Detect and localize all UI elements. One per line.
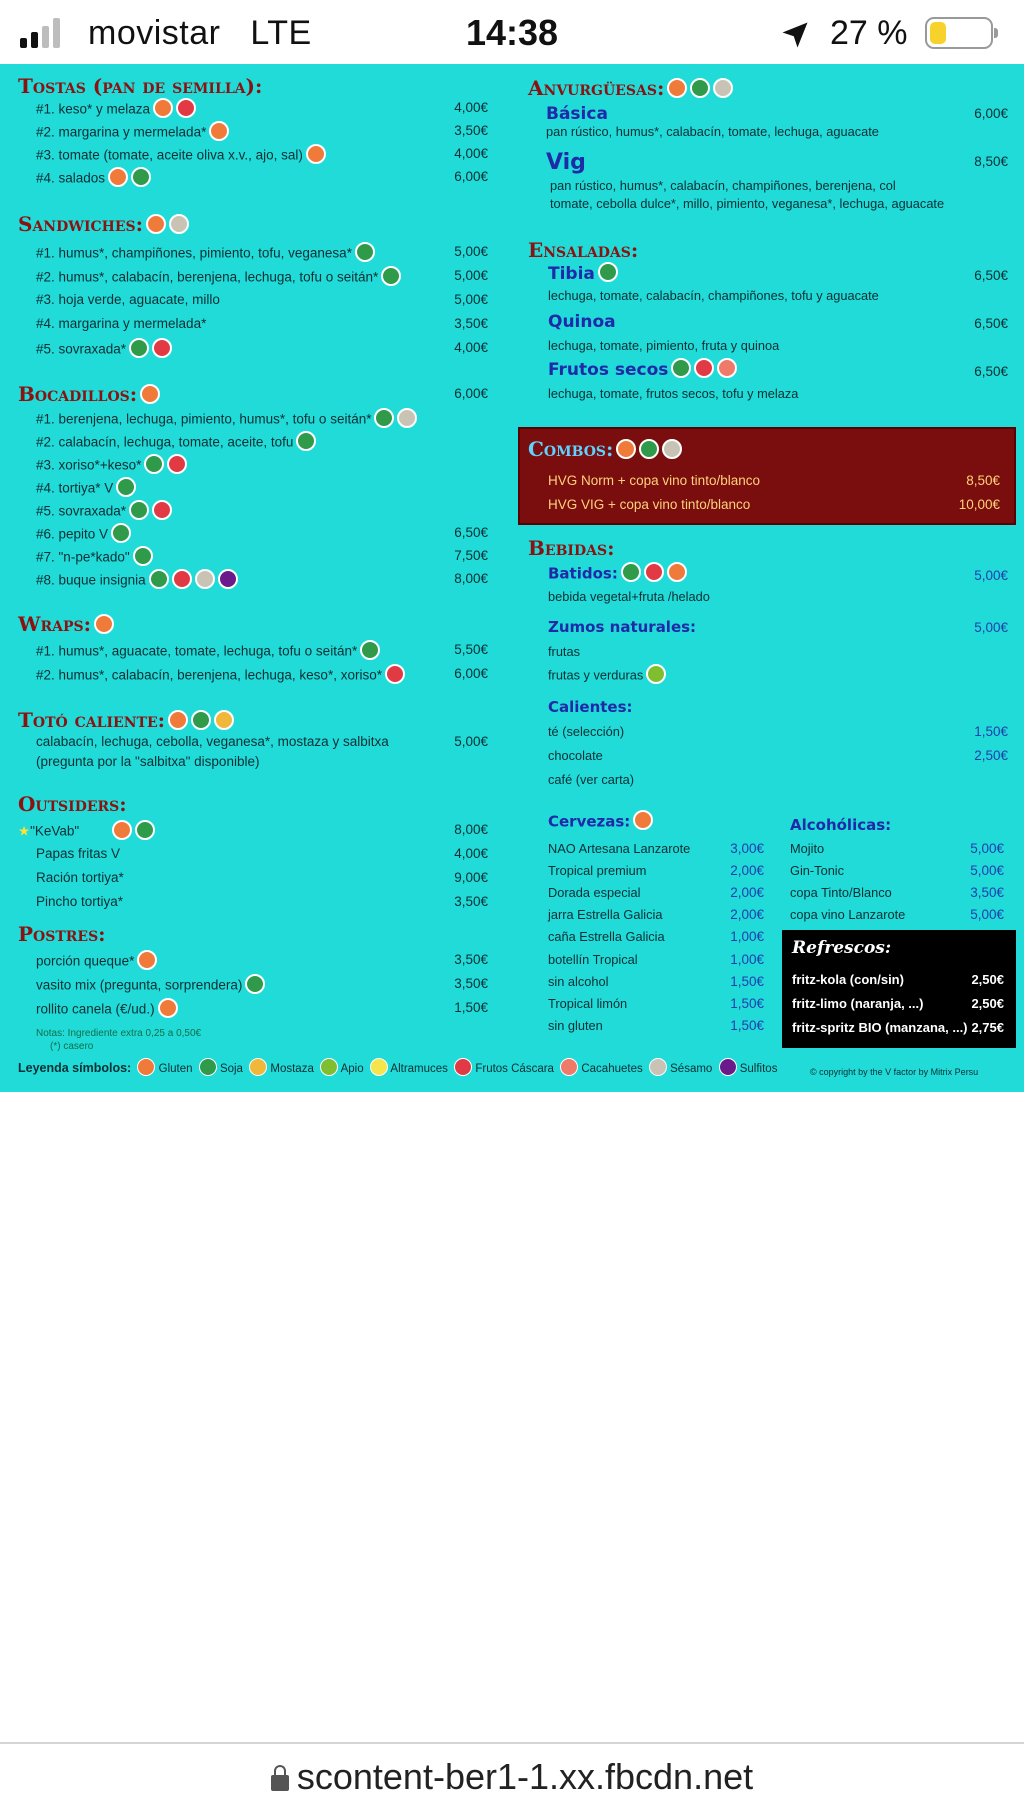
menu-item: #1. humus*, aguacate, tomate, lechuga, tofu o seitán*	[36, 642, 380, 662]
sulfites-icon	[719, 1058, 737, 1076]
menu-item-price: 1,00€	[730, 929, 764, 944]
soy-icon	[690, 78, 710, 98]
section-title-wraps: Wraps:	[18, 612, 114, 636]
menu-item-price: 3,50€	[454, 976, 488, 991]
menu-item: #4. margarina y mermelada*	[36, 316, 207, 331]
menu-item: #2. humus*, calabacín, berenjena, lechuga, tofu o seitán*	[36, 268, 401, 288]
gluten-icon	[158, 998, 178, 1018]
menu-item-price: 5,00€	[454, 734, 488, 749]
soy-icon	[355, 242, 375, 262]
sesame-icon	[397, 408, 417, 428]
soy-icon	[133, 546, 153, 566]
nuts-icon	[167, 454, 187, 474]
soy-icon	[639, 439, 659, 459]
menu-item-price: 4,00€	[454, 100, 488, 115]
menu-item: Papas fritas V	[36, 846, 121, 861]
menu-item: #2. calabacín, lechuga, tomate, aceite, tofu	[36, 433, 316, 453]
menu-item-desc: lechuga, tomate, frutos secos, tofu y melaza	[548, 386, 799, 401]
menu-item-title: Vig	[546, 150, 586, 175]
menu-item-price: 3,50€	[454, 952, 488, 967]
gluten-icon	[153, 98, 173, 118]
menu-item: #6. pepito V	[36, 525, 131, 545]
menu-item-price: 3,50€	[454, 894, 488, 909]
menu-item-title: Frutos secos	[548, 360, 737, 380]
section-title-sandwiches: Sandwiches:	[18, 212, 189, 236]
menu-item-price: 6,00€	[454, 169, 488, 184]
nuts-icon	[694, 358, 714, 378]
section-title-tostas: Tostas (pan de semilla):	[18, 74, 263, 98]
combo-item: HVG VIG + copa vino tinto/blanco	[548, 497, 751, 512]
gluten-icon	[168, 710, 188, 730]
menu-item: Tropical limón	[548, 996, 628, 1011]
menu-item: rollito canela (€/ud.)	[36, 1000, 178, 1020]
menu-item-price: 4,00€	[454, 846, 488, 861]
menu-item: #3. hoja verde, aguacate, millo	[36, 292, 220, 307]
menu-item: #5. sovraxada*	[36, 502, 172, 522]
menu-item: té (selección)	[548, 724, 625, 739]
section-title-combos: Combos:	[528, 437, 682, 461]
nuts-icon	[152, 338, 172, 358]
menu-item: NAO Artesana Lanzarote	[548, 841, 691, 856]
menu-item-price: 8,00€	[454, 822, 488, 837]
section-title-ensaladas: Ensaladas:	[528, 238, 639, 262]
gluten-icon	[140, 384, 160, 404]
menu-item-desc: pan rústico, humus*, calabacín, champiñones, berenjena, col	[550, 178, 896, 193]
menu-item-price: 2,75€	[971, 1020, 1004, 1035]
menu-item: fritz-limo (naranja, ...)	[792, 996, 924, 1011]
menu-item-title: Calientes:	[548, 698, 633, 716]
menu-item: copa vino Lanzarote	[790, 907, 906, 922]
menu-item-price: 1,00€	[730, 952, 764, 967]
notes-text: Notas: Ingrediente extra 0,25 a 0,50€	[36, 1028, 202, 1039]
menu-item-price: 3,50€	[970, 885, 1004, 900]
gluten-icon	[108, 167, 128, 187]
soy-icon	[129, 338, 149, 358]
celery-icon	[320, 1058, 338, 1076]
menu-item-price: 6,50€	[974, 316, 1008, 331]
menu-item-price: 5,50€	[454, 642, 488, 657]
gluten-icon	[616, 439, 636, 459]
sesame-icon	[649, 1058, 667, 1076]
menu-item-price: 6,00€	[454, 666, 488, 681]
menu-item-price: 5,00€	[454, 244, 488, 259]
combo-price: 8,50€	[966, 473, 1000, 488]
menu-item: #3. tomate (tomate, aceite oliva x.v., ajo, sal)	[36, 146, 326, 166]
menu-item: Ración tortiya*	[36, 870, 124, 885]
nuts-icon	[176, 98, 196, 118]
menu-item-desc: frutas y verduras	[548, 666, 666, 686]
menu-item-title: Tibia	[548, 264, 618, 284]
gluten-icon	[667, 562, 687, 582]
menu-item-price: 2,00€	[730, 863, 764, 878]
menu-item: #2. margarina y mermelada*	[36, 123, 229, 143]
menu-item: chocolate	[548, 748, 603, 763]
menu-item: #4. salados	[36, 169, 151, 189]
peanut-icon	[560, 1058, 578, 1076]
section-title-anvurguesas: Anvurgüesas:	[528, 76, 733, 100]
section-title-bocadillos: Bocadillos:	[18, 382, 160, 406]
menu-item-price: 5,00€	[970, 863, 1004, 878]
sesame-icon	[195, 569, 215, 589]
menu-item-price: 4,00€	[454, 340, 488, 355]
menu-item-price: 9,00€	[454, 870, 488, 885]
menu-item-title: Cervezas:	[548, 812, 653, 832]
sesame-icon	[662, 439, 682, 459]
soy-icon	[296, 431, 316, 451]
menu-item-price: 6,50€	[974, 364, 1008, 379]
menu-item: Pincho tortiya*	[36, 894, 124, 909]
soy-icon	[149, 569, 169, 589]
soy-icon	[374, 408, 394, 428]
menu-item-desc: bebida vegetal+fruta /helado	[548, 589, 710, 604]
soy-icon	[671, 358, 691, 378]
menu-item-title: Alcohólicas:	[790, 816, 892, 834]
menu-item-price: 3,50€	[454, 316, 488, 331]
soy-icon	[245, 974, 265, 994]
menu-item-price: 1,50€	[730, 974, 764, 989]
gluten-icon	[209, 121, 229, 141]
menu-item: Mojito	[790, 841, 825, 856]
gluten-icon	[137, 950, 157, 970]
menu-item-price: 2,50€	[971, 972, 1004, 987]
menu-item: #2. humus*, calabacín, berenjena, lechuga, keso*, xoriso*	[36, 666, 405, 686]
url-display[interactable]	[0, 1756, 1024, 1798]
menu-item-price: 2,00€	[730, 907, 764, 922]
lock-icon	[271, 1775, 289, 1791]
menu-item: jarra Estrella Galicia	[548, 907, 663, 922]
menu-item-price: 1,50€	[730, 1018, 764, 1033]
gluten-icon	[306, 144, 326, 164]
peanut-icon	[717, 358, 737, 378]
location-arrow-icon	[780, 20, 810, 50]
menu-item: sin gluten	[548, 1018, 603, 1033]
battery-percent: 27 %	[830, 14, 908, 52]
menu-item: Dorada especial	[548, 885, 641, 900]
menu-item-price: 5,00€	[454, 268, 488, 283]
menu-item: fritz-kola (con/sin)	[792, 972, 904, 987]
menu-item: porción queque*	[36, 952, 157, 972]
clock: 14:38	[465, 12, 559, 53]
menu-item-price: 5,00€	[970, 907, 1004, 922]
soy-icon	[191, 710, 211, 730]
menu-item: café (ver carta)	[548, 772, 635, 787]
soy-icon	[144, 454, 164, 474]
section-title-bebidas: Bebidas:	[528, 536, 615, 560]
menu-item-price: 1,50€	[730, 996, 764, 1011]
soy-icon	[111, 523, 131, 543]
mustard-icon	[249, 1058, 267, 1076]
menu-item-desc: calabacín, lechuga, cebolla, veganesa*, mostaza y salbitxa	[36, 734, 389, 749]
menu-item-title: Zumos naturales:	[548, 618, 697, 636]
menu-item-price: 4,00€	[454, 146, 488, 161]
menu-item-price: 5,00€	[970, 841, 1004, 856]
allergen-legend: Leyenda símbolos: Gluten Soja Mostaza Apio Altramuces Frutos Cáscara Cacahuetes Sésamo Sulfitos	[18, 1060, 777, 1078]
soy-icon	[381, 266, 401, 286]
menu-item-title: Batidos:	[548, 564, 687, 584]
celery-icon	[646, 664, 666, 684]
menu-item: vasito mix (pregunta, sorprendera)	[36, 976, 265, 996]
section-price: 6,00€	[454, 386, 488, 401]
menu-item: copa Tinto/Blanco	[790, 885, 892, 900]
combos-box	[518, 427, 1016, 525]
soy-icon	[129, 500, 149, 520]
menu-item-price: 6,00€	[974, 106, 1008, 121]
soy-icon	[598, 262, 618, 282]
menu-item-price: 2,00€	[730, 885, 764, 900]
notes-text: (*) casero	[50, 1041, 94, 1052]
menu-item-desc: lechuga, tomate, pimiento, fruta y quinoa	[548, 338, 780, 353]
section-title-outsiders: Outsiders:	[18, 792, 127, 816]
menu-item-desc: tomate, cebolla dulce*, millo, pimiento, veganesa*, lechuga, aguacate	[550, 196, 945, 211]
nuts-icon	[172, 569, 192, 589]
menu-item-desc: frutas	[548, 644, 581, 659]
menu-item-price: 3,50€	[454, 123, 488, 138]
soy-icon	[199, 1058, 217, 1076]
menu-item-price: 6,50€	[454, 525, 488, 540]
menu-item: #1. humus*, champiñones, pimiento, tofu, veganesa*	[36, 244, 375, 264]
menu-item-desc: (pregunta por la "salbitxa" disponible)	[36, 754, 260, 769]
gluten-icon	[112, 820, 132, 840]
menu-item-price: 8,00€	[454, 571, 488, 586]
menu-item: #5. sovraxada*	[36, 340, 172, 360]
menu-item-price: 2,50€	[971, 996, 1004, 1011]
gluten-icon	[667, 78, 687, 98]
star-icon: ★	[18, 823, 31, 839]
browser-address-bar[interactable]	[0, 1742, 1024, 1820]
battery-icon	[925, 17, 993, 49]
gluten-icon	[146, 214, 166, 234]
soy-icon	[621, 562, 641, 582]
sesame-icon	[169, 214, 189, 234]
section-title-postres: Postres:	[18, 922, 106, 946]
combo-item: HVG Norm + copa vino tinto/blanco	[548, 473, 760, 488]
menu-item: #7. "n-pe*kado"	[36, 548, 153, 568]
soy-icon	[116, 477, 136, 497]
menu-item-price: 3,00€	[730, 841, 764, 856]
menu-item-price: 8,50€	[974, 154, 1008, 169]
menu-item-price: 5,00€	[974, 568, 1008, 583]
menu-item-price: 5,00€	[974, 620, 1008, 635]
soy-icon	[131, 167, 151, 187]
menu-item: #1. keso* y melaza	[36, 100, 196, 120]
menu-item-price: 2,50€	[974, 748, 1008, 763]
nuts-icon	[644, 562, 664, 582]
menu-item-price: 1,50€	[454, 1000, 488, 1015]
mustard-icon	[214, 710, 234, 730]
menu-item: #3. xoriso*+keso*	[36, 456, 187, 476]
copyright-text: © copyright by the V factor by Mitrix Persu	[810, 1067, 979, 1077]
menu-item: botellín Tropical	[548, 952, 638, 967]
refrescos-title: Refrescos:	[792, 938, 892, 958]
menu-item: sin alcohol	[548, 974, 609, 989]
menu-item-desc: pan rústico, humus*, calabacín, tomate, lechuga, aguacate	[546, 124, 879, 139]
nuts-icon	[152, 500, 172, 520]
menu-item: #8. buque insignia	[36, 571, 238, 591]
soy-icon	[135, 820, 155, 840]
status-bar	[0, 0, 1024, 64]
sulfites-icon	[218, 569, 238, 589]
menu-item-price: 5,00€	[454, 292, 488, 307]
lupin-icon	[370, 1058, 388, 1076]
menu-item-price: 1,50€	[974, 724, 1008, 739]
menu-item: Gin-Tonic	[790, 863, 845, 878]
menu-item: ★"KeVab"	[18, 822, 155, 842]
section-title-toto: Totó caliente:	[18, 708, 234, 732]
menu-board	[0, 64, 1024, 1092]
menu-item: #1. berenjena, lechuga, pimiento, humus*, tofu o seitán*	[36, 410, 417, 430]
menu-item: #4. tortiya* V	[36, 479, 136, 499]
menu-item-price: 6,50€	[974, 268, 1008, 283]
menu-item: caña Estrella Galicia	[548, 929, 665, 944]
combo-price: 10,00€	[958, 497, 1000, 512]
gluten-icon	[137, 1058, 155, 1076]
nuts-icon	[454, 1058, 472, 1076]
menu-item-title: Quinoa	[548, 312, 616, 332]
gluten-icon	[94, 614, 114, 634]
soy-icon	[360, 640, 380, 660]
menu-item-title: Básica	[546, 104, 608, 124]
sesame-icon	[713, 78, 733, 98]
gluten-icon	[633, 810, 653, 830]
menu-item-price: 7,50€	[454, 548, 488, 563]
menu-item: fritz-spritz BIO (manzana, ...)	[792, 1020, 968, 1035]
nuts-icon	[385, 664, 405, 684]
url-text: scontent-ber1-1.xx.fbcdn.net	[296, 1756, 754, 1797]
carrier-label: movistar LTE	[88, 14, 312, 52]
menu-item: Tropical premium	[548, 863, 647, 878]
refrescos-box	[782, 930, 1016, 1048]
menu-item-desc: lechuga, tomate, calabacín, champiñones, tofu y aguacate	[548, 288, 879, 303]
